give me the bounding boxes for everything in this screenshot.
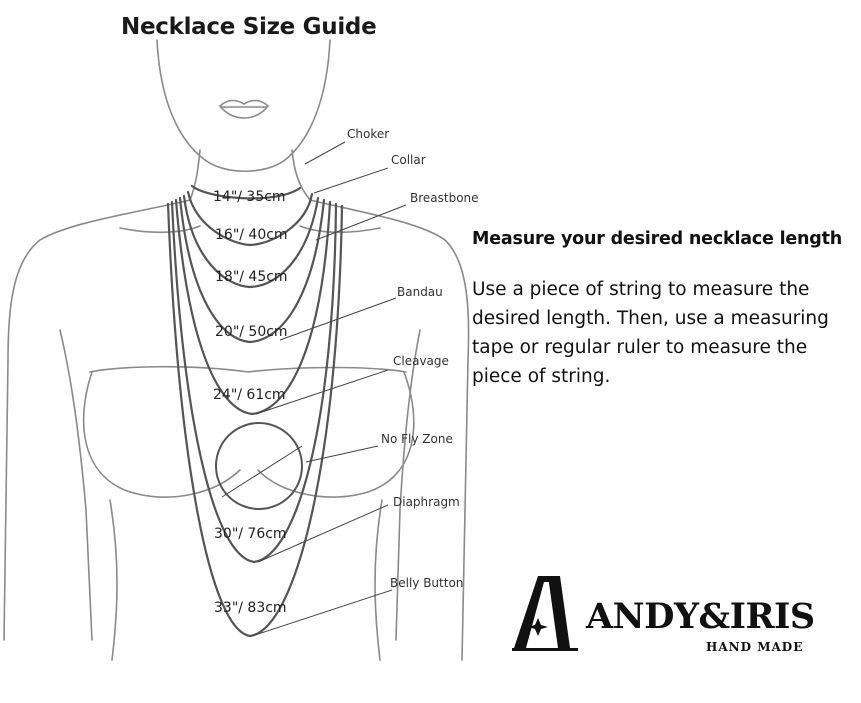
length-14: 14"/ 35cm xyxy=(213,189,286,205)
info-panel xyxy=(472,229,857,391)
body-sketch xyxy=(4,40,469,660)
chain-lines xyxy=(168,186,342,636)
length-33: 33"/ 83cm xyxy=(214,600,287,616)
length-16: 16"/ 40cm xyxy=(215,227,288,243)
label-collar: Collar xyxy=(391,153,426,167)
length-30: 30"/ 76cm xyxy=(214,526,287,542)
brand-logo xyxy=(508,568,838,658)
info-heading: Measure your desired necklace length xyxy=(472,229,843,249)
brand-name: ANDY&IRIS xyxy=(586,596,815,637)
guide-title: Necklace Size Guide xyxy=(121,14,377,40)
length-24: 24"/ 61cm xyxy=(213,387,286,403)
label-belly-button: Belly Button xyxy=(390,576,464,590)
info-body: Use a piece of string to measure the desired length. Then, use a measuring tape or regular ruler to measure the piece of string. xyxy=(472,279,829,387)
brand-tagline: HAND MADE xyxy=(706,640,804,654)
label-cleavage: Cleavage xyxy=(393,354,449,368)
no-fly-zone-circle xyxy=(216,423,302,509)
label-no-fly-zone: No Fly Zone xyxy=(381,432,453,446)
length-20: 20"/ 50cm xyxy=(215,324,288,340)
logo-mark-icon xyxy=(508,568,588,658)
label-bandau: Bandau xyxy=(397,285,443,299)
label-breastbone: Breastbone xyxy=(410,191,479,205)
label-choker: Choker xyxy=(347,127,390,141)
length-18: 18"/ 45cm xyxy=(215,269,288,285)
label-diaphragm: Diaphragm xyxy=(393,495,460,509)
